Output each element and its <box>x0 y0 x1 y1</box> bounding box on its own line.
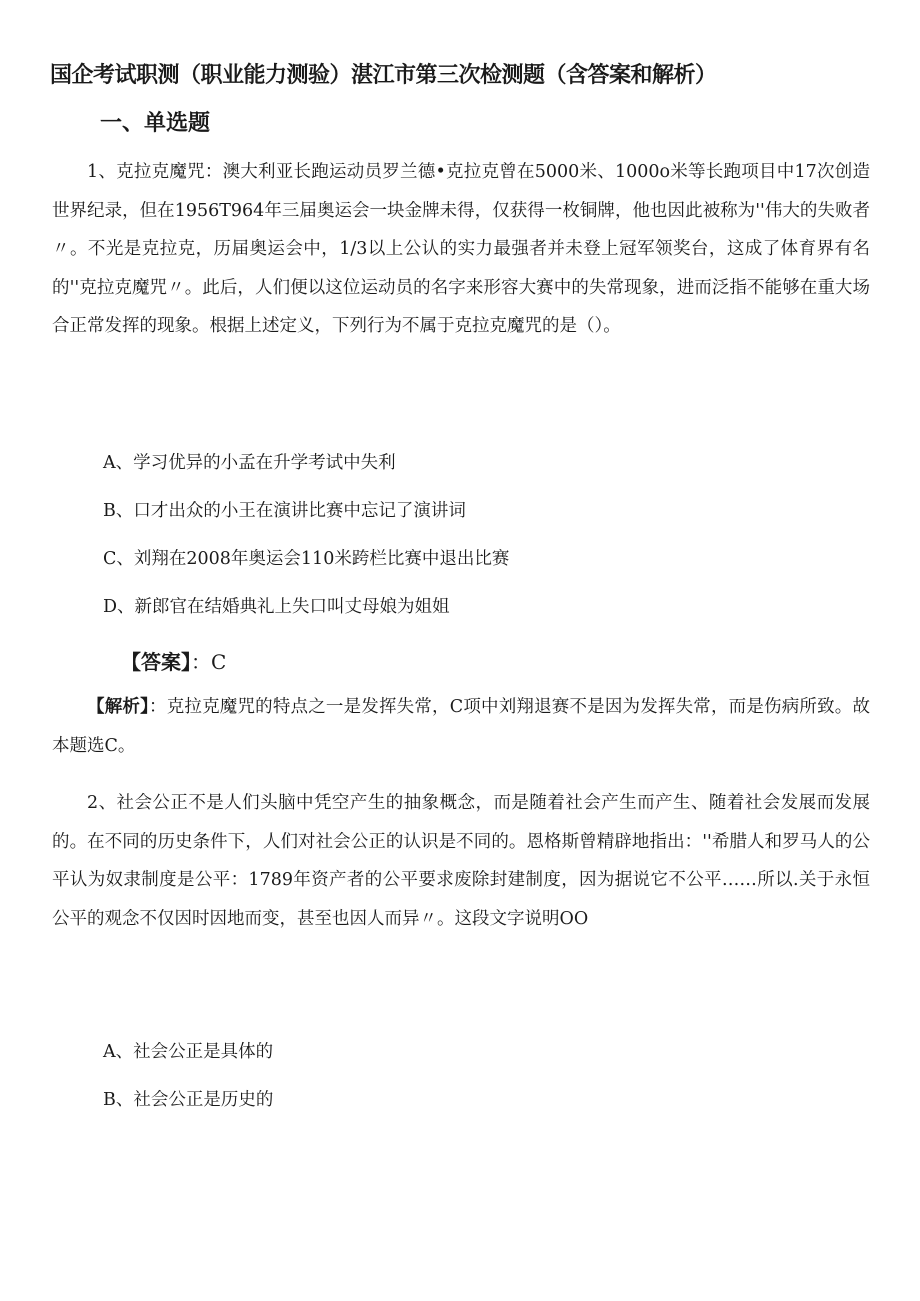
question-1-option-a: A、学习优异的小孟在升学考试中失利 <box>103 453 396 473</box>
question-1-stem: 1、克拉克魔咒：澳大利亚长跑运动员罗兰德•克拉克曾在5000米、1000o米等长跑项目中17次创造世界纪录，但在1956T964年三届奥运会一块金牌未得，仅获得一枚铜牌，他也因此被称为''伟大的失败者〃。不光是克拉克，历届奥运会中，1/3以上公认的实力最强者并未登上冠军领奖台，这成了体育界有名的''克拉克魔咒〃。此后，人们便以这位运动员的名字来形容大赛中的失常现象，进而泛指不能够在重大场合正常发挥的现象。根据上述定义，下列行为不属于克拉克魔咒的是（）。 <box>52 162 870 336</box>
question-2-stem: 2、社会公正不是人们头脑中凭空产生的抽象概念，而是随着社会产生而产生、随着社会发展而发展的。在不同的历史条件下，人们对社会公正的认识是不同的。恩格斯曾精辟地指出：''希腊人和罗马人的公平认为奴隶制度是公平：1789年资产者的公平要求废除封建制度，因为据说它不公平……所以.关于永恒公平的观念不仅因时因地而变，甚至也因人而异〃。这段文字说明OO <box>52 793 870 929</box>
question-1-analysis <box>52 688 870 765</box>
analysis-text: ：克拉克魔咒的特点之一是发挥失常，C项中刘翔退赛不是因为发挥失常，而是伤病所致。故本题选C。 <box>52 697 871 756</box>
answer-value: ：C <box>191 650 227 674</box>
answer-label: 【答案】 <box>121 650 191 674</box>
document-title: 国企考试职测（职业能力测验）湛江市第三次检测题（含答案和解析） <box>50 63 717 88</box>
analysis-label: 【解析】 <box>87 697 150 717</box>
section-heading: 一、单选题 <box>100 111 211 136</box>
question-1-option-c: C、刘翔在2008年奥运会110米跨栏比赛中退出比赛 <box>103 549 510 569</box>
question-1-answer <box>121 646 226 675</box>
question-2-option-b: B、社会公正是历史的 <box>103 1090 274 1110</box>
question-1-option-b: B、口才出众的小王在演讲比赛中忘记了演讲词 <box>103 501 466 521</box>
question-2-option-a: A、社会公正是具体的 <box>103 1042 274 1062</box>
question-1-option-d: D、新郎官在结婚典礼上失口叫丈母娘为姐姐 <box>103 597 450 617</box>
